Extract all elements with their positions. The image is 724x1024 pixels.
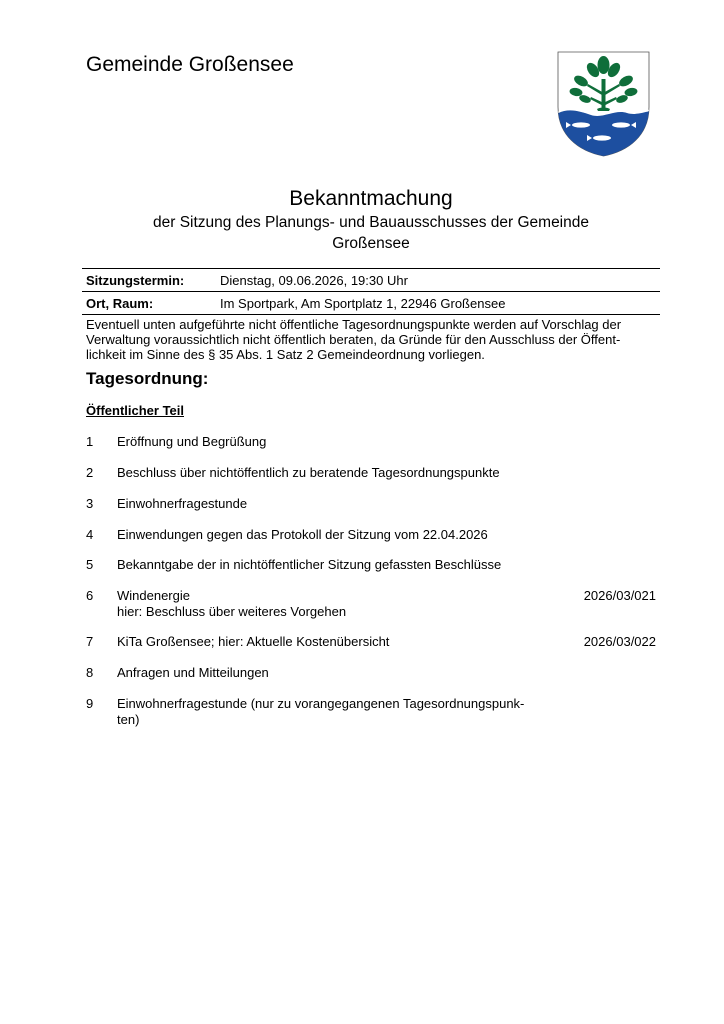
agenda-heading: Tagesordnung:	[86, 369, 209, 388]
public-section-heading: Öffentlicher Teil	[86, 403, 184, 418]
agenda-item-number: 7	[86, 634, 94, 649]
coat-of-arms-icon	[557, 51, 650, 157]
agenda-item-number: 5	[86, 557, 94, 572]
agenda-item-line: Einwohnerfragestunde (nur zu vorangegangenen Tagesordnungspunk-	[117, 696, 525, 711]
agenda-item-line: ten)	[117, 711, 140, 727]
agenda-item-number: 2	[86, 465, 94, 480]
agenda-item-text: Anfragen und Mitteilungen	[117, 665, 269, 680]
document-subtitle-line2: Großensee	[332, 235, 410, 252]
agenda-item-number: 8	[86, 665, 94, 680]
meeting-location-row	[82, 291, 660, 314]
non-public-notice	[86, 317, 658, 362]
agenda-item-line: hier: Beschluss über weiteres Vorgehen	[117, 603, 347, 619]
notice-line: Verwaltung voraussichtlich nicht öffentlich beraten, da Gründe für den Ausschluss der Öffent-	[86, 332, 621, 347]
agenda-item-text: Einwendungen gegen das Protokoll der Sitzung vom 22.04.2026	[117, 527, 488, 542]
meeting-date-row	[82, 269, 660, 291]
agenda-item-number: 9	[86, 696, 94, 711]
agenda-item-reference: 2026/03/022	[583, 634, 656, 649]
agenda-item-text: Beschluss über nichtöffentlich zu beratende Tagesordnungspunkte	[117, 465, 500, 480]
document-title: Bekanntmachung	[289, 187, 453, 210]
notice-line: lichkeit im Sinne des § 35 Abs. 1 Satz 2 Gemeindeordnung vorliegen.	[86, 347, 485, 362]
meeting-date-value: Dienstag, 09.06.2026, 19:30 Uhr	[220, 272, 408, 288]
agenda-item-number: 1	[86, 434, 94, 449]
notice-line: Eventuell unten aufgeführte nicht öffentliche Tagesordnungspunkte werden auf Vorschlag der	[86, 317, 622, 332]
document-subtitle-line1: der Sitzung des Planungs- und Bauausschusses der Gemeinde	[153, 214, 589, 231]
agenda-item-text: Bekanntgabe der in nichtöffentlicher Sitzung gefassten Beschlüsse	[117, 557, 502, 572]
agenda-item-text	[117, 588, 547, 619]
agenda-item-number: 3	[86, 496, 94, 511]
title-block	[86, 186, 656, 254]
meeting-location-label: Ort, Raum:	[86, 295, 154, 311]
agenda-item-text: KiTa Großensee; hier: Aktuelle Kostenübersicht	[117, 634, 390, 649]
meeting-date-label: Sitzungstermin:	[86, 272, 185, 288]
municipality-name: Gemeinde Großensee	[86, 53, 294, 76]
agenda-item-number: 6	[86, 588, 94, 603]
agenda-item-text: Eröffnung und Begrüßung	[117, 434, 267, 449]
meeting-location-value: Im Sportpark, Am Sportplatz 1, 22946 Großensee	[220, 295, 506, 311]
agenda-item-number: 4	[86, 527, 94, 542]
agenda-item-text: Einwohnerfragestunde	[117, 496, 248, 511]
agenda-item-text	[117, 696, 547, 727]
meeting-info-table	[82, 268, 660, 315]
agenda-item-line: Windenergie	[117, 588, 190, 603]
agenda-item-reference: 2026/03/021	[583, 588, 656, 603]
